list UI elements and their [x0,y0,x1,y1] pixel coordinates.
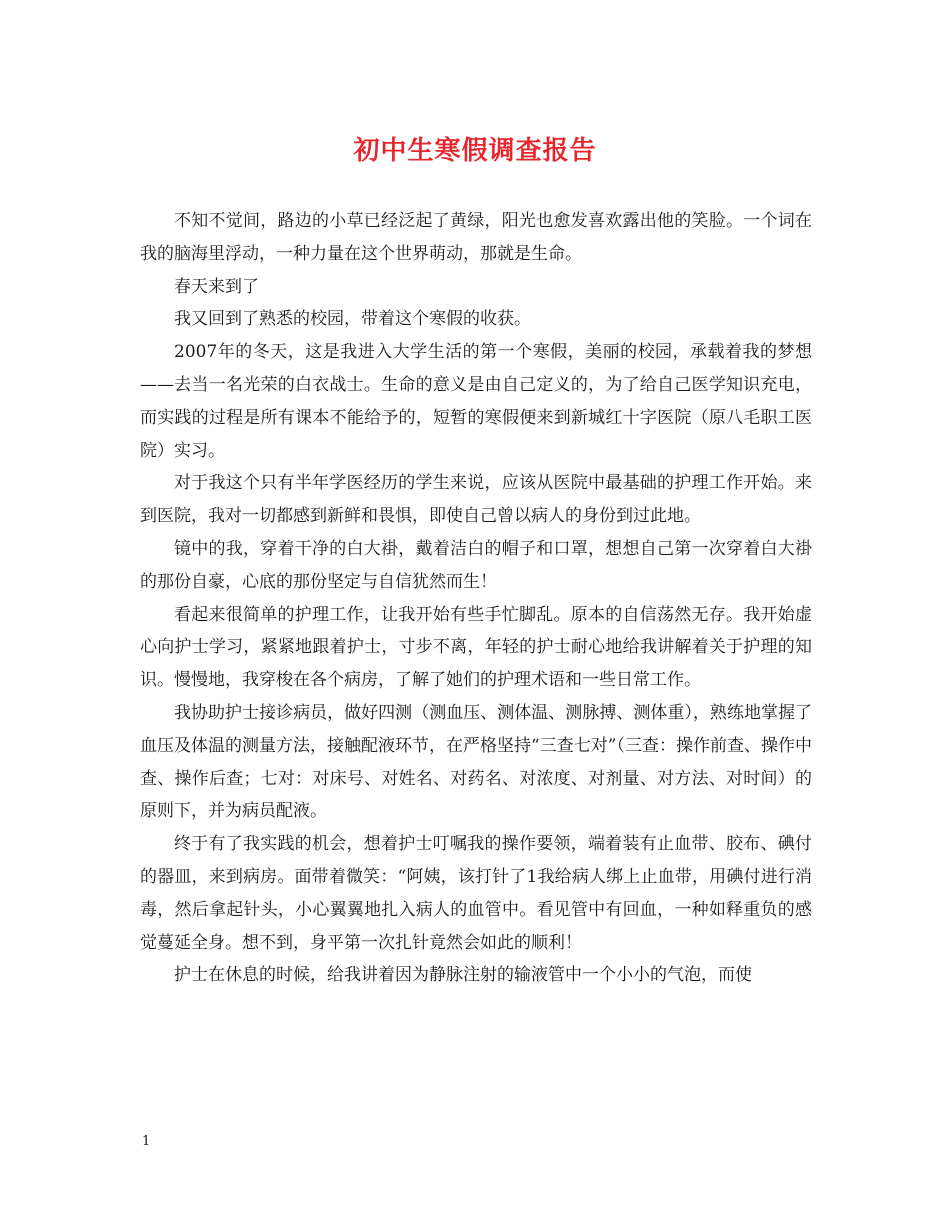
paragraph: 终于有了我实践的机会，想着护士叮嘱我的操作要领，端着装有止血带、胶布、碘付的器皿，来到病房。面带着微笑：“阿姨，该打针了1我给病人绑上止血带，用碘付进行消毒，然后拿起针头，小心翼翼地扎入病人的血管中。看见管中有回血，一种如释重负的感觉蔓延全身。想不到，身平第一次扎针竟然会如此的顺利！ [140,834,812,953]
paragraph: 春天来到了 [174,276,259,297]
page-title: 初中生寒假调查报告 [353,136,597,166]
paragraph: 护士在休息的时候，给我讲着因为静脉注射的输液管中一个小小的气泡，而使 [174,965,752,986]
paragraph: 我又回到了熟悉的校园，带着这个寒假的收获。 [174,309,531,330]
paragraph: 不知不觉间，路边的小草已经泛起了黄绿，阳光也愈发喜欢露出他的笑脸。一个词在我的脑海里浮动，一种力量在这个世界萌动，那就是生命。 [140,211,812,264]
paragraph: 对于我这个只有半年学医经历的学生来说，应该从医院中最基础的护理工作开始。来到医院，我对一切都感到新鲜和畏惧，即使自己曾以病人的身份到过此地。 [140,473,812,527]
paragraph: 2007年的冬天，这是我进入大学生活的第一个寒假，美丽的校园，承载着我的梦想——去当一名光荣的白衣战士。生命的意义是由自己定义的，为了给自己医学知识充电，而实践的过程是所有课本不能给予的，短暂的寒假便来到新城红十字医院（原八毛职工医院）实习。 [140,342,812,461]
paragraph: 看起来很简单的护理工作，让我开始有些手忙脚乱。原本的自信荡然无存。我开始虚心向护士学习，紧紧地跟着护士，寸步不离，年轻的护士耐心地给我讲解着关于护理的知识。慢慢地，我穿梭在各个病房，了解了她们的护理术语和一些日常工作。 [140,604,812,691]
paragraph: 我协助护士接诊病员，做好四测（测血压、测体温、测脉搏、测体重），熟练地掌握了血压及体温的测量方法，接触配液环节，在严格坚持“三查七对”（三查：操作前查、操作中查、操作后查；七对：对床号、对姓名、对药名、对浓度、对剂量、对方法、对时间）的原则下，并为病员配液。 [140,702,812,822]
document-body [140,205,812,992]
paragraph: 镜中的我，穿着干净的白大褂，戴着洁白的帽子和口罩，想想自己第一次穿着白大褂的那份自豪，心底的那份坚定与自信犹然而生！ [140,538,812,592]
page-number: 1 [142,1134,151,1149]
